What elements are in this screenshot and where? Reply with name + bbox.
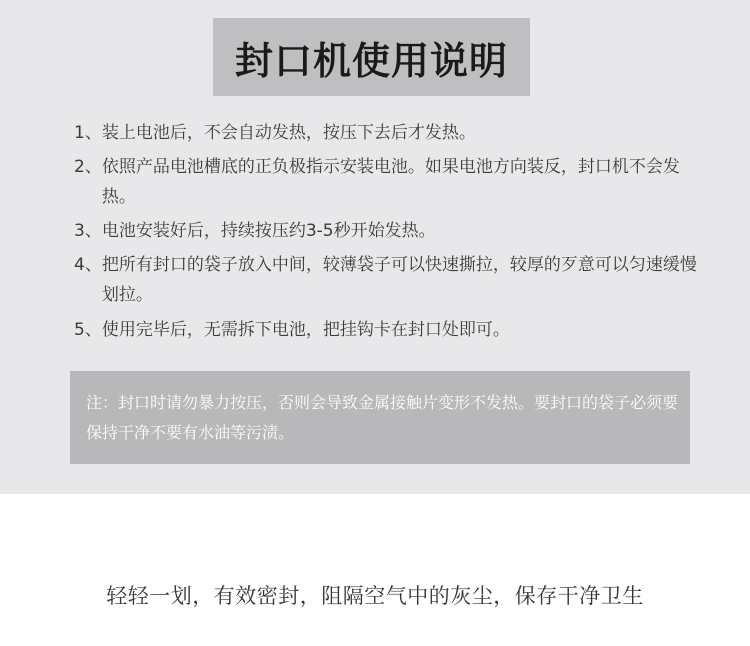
- step-item: [74, 118, 710, 148]
- step-number: 2、: [74, 157, 102, 177]
- step-text: 装上电池后，不会自动发热，按压下去后才发热。: [101, 123, 476, 143]
- step-number: 1、: [74, 123, 102, 143]
- step-text: 使用完毕后，无需拆下电池，把挂钩卡在封口处即可。: [101, 320, 510, 340]
- step-item: [74, 216, 710, 246]
- step-text: 电池安装好后，持续按压约3-5秒开始发热。: [101, 221, 436, 241]
- note-text: 注：封口时请勿暴力按压，否则会导致金属接触片变形不发热。要封口的袋子必须要保持干净不要有水油等污渍。: [86, 393, 679, 442]
- step-number: 3、: [74, 221, 102, 241]
- step-item: [74, 315, 710, 345]
- note-box: [70, 371, 690, 464]
- step-number: 5、: [74, 320, 102, 340]
- step-text: 把所有封口的袋子放入中间，较薄袋子可以快速撕拉，较厚的歹意可以匀速缓慢划拉。: [101, 255, 697, 305]
- page-title: 封口机使用说明: [234, 38, 508, 83]
- slogan-text: 轻轻一划，有效密封，阻隔空气中的灰尘，保存干净卫生: [106, 584, 644, 608]
- step-item: [74, 152, 710, 212]
- step-text: 依照产品电池槽底的正负极指示安装电池。如果电池方向装反，封口机不会发热。: [101, 157, 680, 207]
- step-number: 4、: [74, 255, 102, 275]
- step-item: [74, 250, 710, 310]
